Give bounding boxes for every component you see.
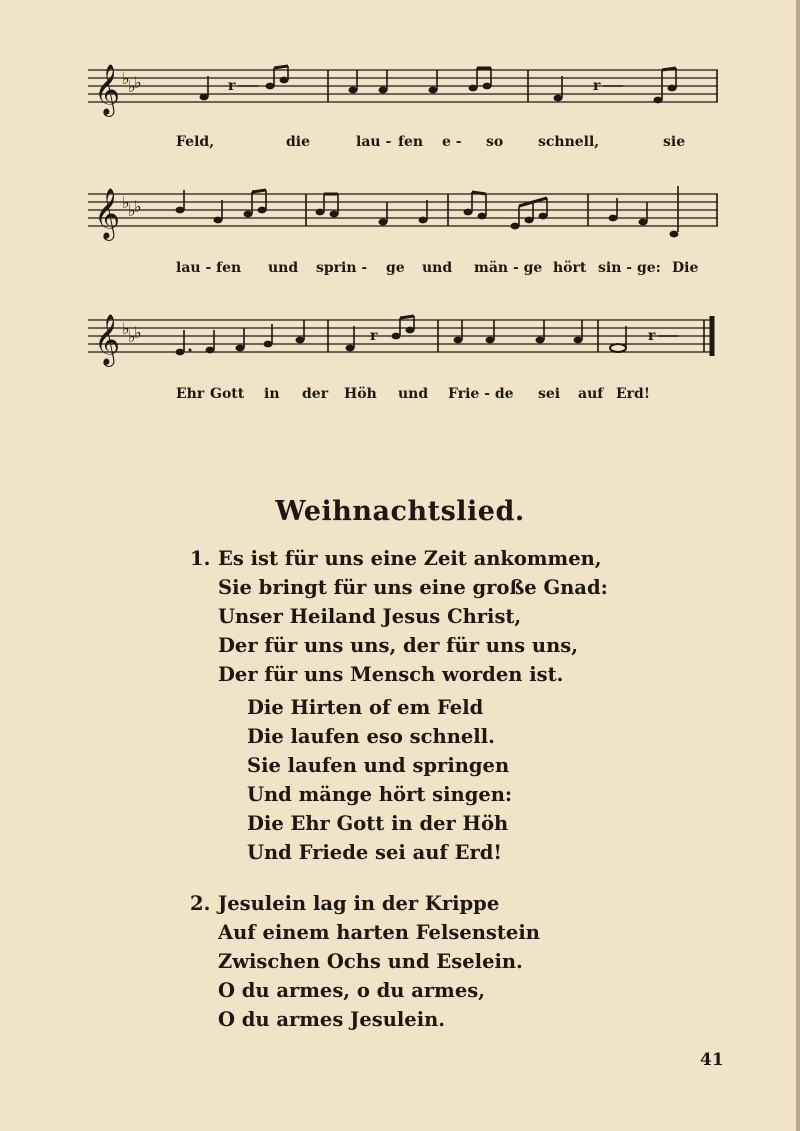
refrain-line: Sie laufen und springen — [247, 754, 510, 777]
verse-line: O du armes Jesulein. — [218, 1008, 446, 1031]
key-signature-flats — [122, 319, 142, 346]
refrain-line: Und Friede sei auf Erd! — [247, 841, 502, 864]
lyrics-line-3 — [176, 386, 716, 408]
lyric-syllable: Höh — [344, 386, 377, 402]
page-number: 41 — [700, 1050, 724, 1070]
lyric-syllable: die — [286, 134, 311, 150]
notes — [200, 66, 289, 100]
music-staff-1 — [88, 62, 720, 120]
lyric-syllable: auf — [578, 386, 604, 402]
notes-m3 — [454, 320, 583, 343]
verse-line: Sie bringt für uns eine große Gnad: — [218, 576, 608, 599]
lyric-syllable: lau - — [356, 134, 392, 150]
lyric-syllable: und — [398, 386, 429, 402]
verse-line: O du armes, o du armes, — [218, 979, 485, 1002]
lyric-syllable: Ehr — [176, 386, 205, 402]
svg-text:♭: ♭ — [134, 73, 142, 92]
lyric-syllable: sprin - — [316, 260, 368, 276]
svg-text:♭: ♭ — [134, 323, 142, 342]
notes-m4 — [610, 326, 678, 352]
verse-line: Jesulein lag in der Krippe — [218, 892, 500, 915]
refrain-line: Die Ehr Gott in der Höh — [247, 812, 509, 835]
verse-line: Unser Heiland Jesus Christ, — [218, 605, 522, 628]
svg-text:𝄞: 𝄞 — [94, 188, 121, 239]
treble-clef-icon — [94, 314, 120, 367]
svg-text:♭: ♭ — [128, 327, 136, 346]
svg-text:𝄞: 𝄞 — [94, 64, 121, 115]
lyric-syllable: ge — [386, 260, 405, 276]
svg-text:♭: ♭ — [122, 193, 130, 212]
lyrics-line-2 — [176, 260, 716, 282]
svg-text:𝄞: 𝄞 — [94, 314, 121, 365]
svg-text:r: r — [648, 328, 656, 344]
lyric-syllable: Frie - de — [448, 386, 514, 402]
staff-lines — [88, 70, 718, 102]
verse-line: Zwischen Ochs und Eselein. — [218, 950, 523, 973]
lyric-syllable: sei — [538, 386, 561, 402]
treble-clef-icon — [94, 188, 120, 241]
refrain-line: Und mänge hört singen: — [247, 783, 513, 806]
lyric-syllable: Feld, — [176, 134, 215, 150]
verse-1 — [190, 544, 608, 867]
lyric-syllable: und — [422, 260, 453, 276]
refrain-line: Die laufen eso schnell. — [247, 725, 495, 748]
key-signature-flats — [122, 69, 142, 96]
verse-line: Es ist für uns eine Zeit ankommen, — [218, 547, 602, 570]
song-title: Weihnachtslied. — [275, 496, 525, 527]
svg-text:r: r — [370, 328, 378, 344]
svg-text:♭: ♭ — [134, 197, 142, 216]
music-staff-3 — [88, 312, 720, 370]
verse-line: Der für uns Mensch worden ist. — [218, 663, 564, 686]
lyric-syllable: sie — [663, 134, 686, 150]
treble-clef-icon — [94, 64, 120, 117]
lyric-syllable: und — [268, 260, 299, 276]
lyric-syllable: schnell, — [538, 134, 600, 150]
verse-number: 2. — [190, 892, 211, 915]
notes-m2 — [346, 316, 415, 351]
lyric-syllable: hört — [553, 260, 587, 276]
notes-m2 — [349, 68, 492, 93]
verse-line: Der für uns uns, der für uns uns, — [218, 634, 579, 657]
music-staff-2 — [88, 186, 720, 244]
lyric-syllable: e - — [442, 134, 462, 150]
svg-text:♭: ♭ — [128, 77, 136, 96]
lyric-syllable: der — [302, 386, 329, 402]
svg-text:r: r — [593, 78, 601, 94]
verse-line: Auf einem harten Felsenstein — [218, 921, 540, 944]
svg-text:r: r — [228, 78, 236, 94]
lyric-syllable: Erd! — [616, 386, 650, 402]
lyric-syllable: lau - fen — [176, 260, 242, 276]
notes-m3 — [464, 192, 548, 229]
svg-text:♭: ♭ — [128, 201, 136, 220]
verse-2 — [190, 889, 540, 1034]
verse-number: 1. — [190, 547, 211, 570]
lyric-syllable: sin - ge: — [598, 260, 661, 276]
lyric-syllable: män - ge — [474, 260, 543, 276]
page-edge — [796, 0, 800, 1131]
lyric-syllable: Gott — [210, 386, 245, 402]
lyric-syllable: so — [486, 134, 504, 150]
lyric-syllable: in — [264, 386, 280, 402]
key-signature-flats — [122, 193, 142, 220]
lyric-syllable: fen — [398, 134, 424, 150]
svg-text:♭: ♭ — [122, 69, 130, 88]
lyrics-line-1 — [176, 134, 716, 156]
lyric-syllable: Die — [672, 260, 699, 276]
notes — [176, 320, 305, 355]
refrain-line: Die Hirten of em Feld — [247, 696, 484, 719]
svg-text:♭: ♭ — [122, 319, 130, 338]
